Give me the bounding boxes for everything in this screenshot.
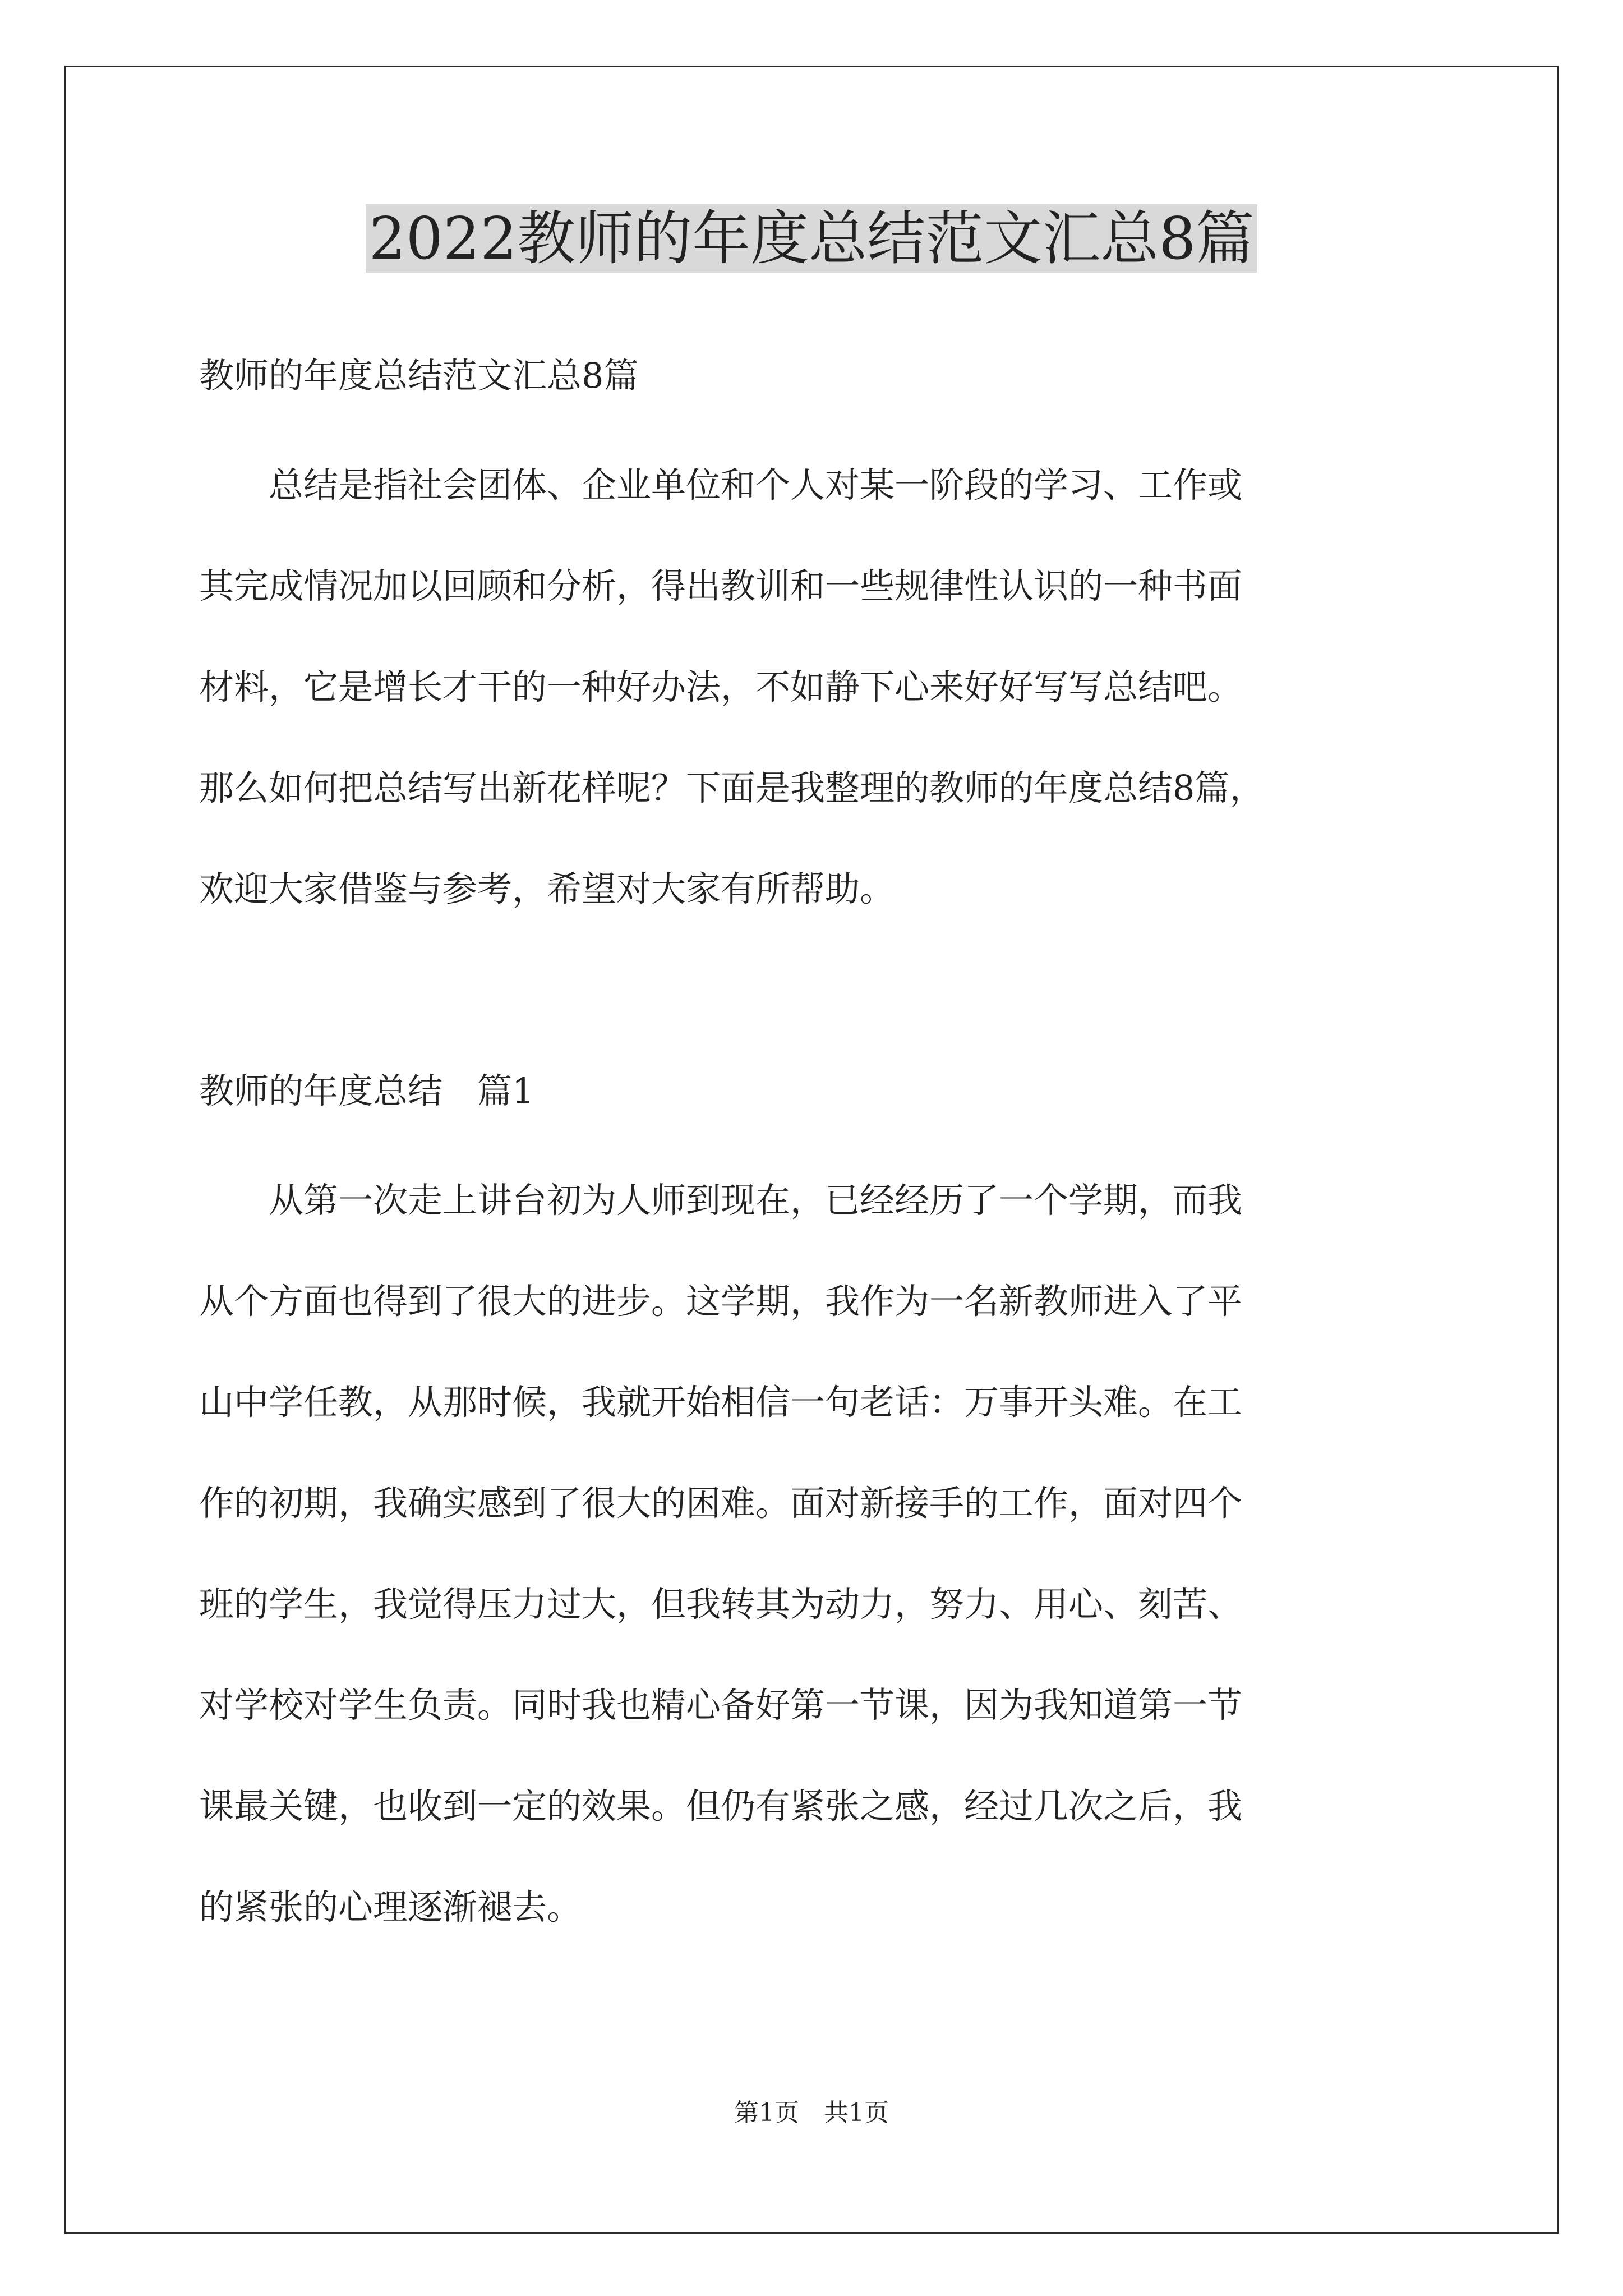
document-title-text: 2022教师的年度总结范文汇总8篇 — [366, 204, 1258, 273]
paragraph-line: 其完成情况加以回顾和分析，得出教训和一些规律性认识的一种书面 — [199, 565, 1243, 606]
paragraph-line: 对学校对学生负责。同时我也精心备好第一节课，因为我知道第一节 — [199, 1685, 1243, 1726]
paragraph-line: 欢迎大家借鉴与参考，希望对大家有所帮助。 — [199, 868, 895, 909]
paragraph-line: 材料，它是增长才干的一种好办法，不如静下心来好好写写总结吧。 — [199, 666, 1243, 707]
section-heading: 教师的年度总结 篇1 — [199, 1070, 534, 1111]
page-number-footer: 第1页 共1页 — [734, 2099, 889, 2127]
paragraph-line: 的紧张的心理逐渐褪去。 — [199, 1887, 582, 1927]
subtitle-line: 教师的年度总结范文汇总8篇 — [199, 355, 639, 396]
paragraph-line: 从个方面也得到了很大的进步。这学期，我作为一名新教师进入了平 — [199, 1281, 1243, 1322]
paragraph-line: 总结是指社会团体、企业单位和个人对某一阶段的学习、工作或 — [199, 464, 1243, 505]
document-title — [0, 199, 1623, 278]
paragraph-line: 山中学任教，从那时候，我就开始相信一句老话：万事开头难。在工 — [199, 1382, 1243, 1423]
paragraph-line: 那么如何把总结写出新花样呢？下面是我整理的教师的年度总结8篇， — [199, 767, 1265, 808]
paragraph-line: 从第一次走上讲台初为人师到现在，已经经历了一个学期，而我 — [199, 1180, 1243, 1221]
paragraph-line: 班的学生，我觉得压力过大，但我转其为动力，努力、用心、刻苦、 — [199, 1584, 1243, 1625]
paragraph-line: 课最关键，也收到一定的效果。但仍有紧张之感，经过几次之后，我 — [199, 1786, 1243, 1826]
paragraph-line: 作的初期，我确实感到了很大的困难。面对新接手的工作，面对四个 — [199, 1483, 1243, 1524]
